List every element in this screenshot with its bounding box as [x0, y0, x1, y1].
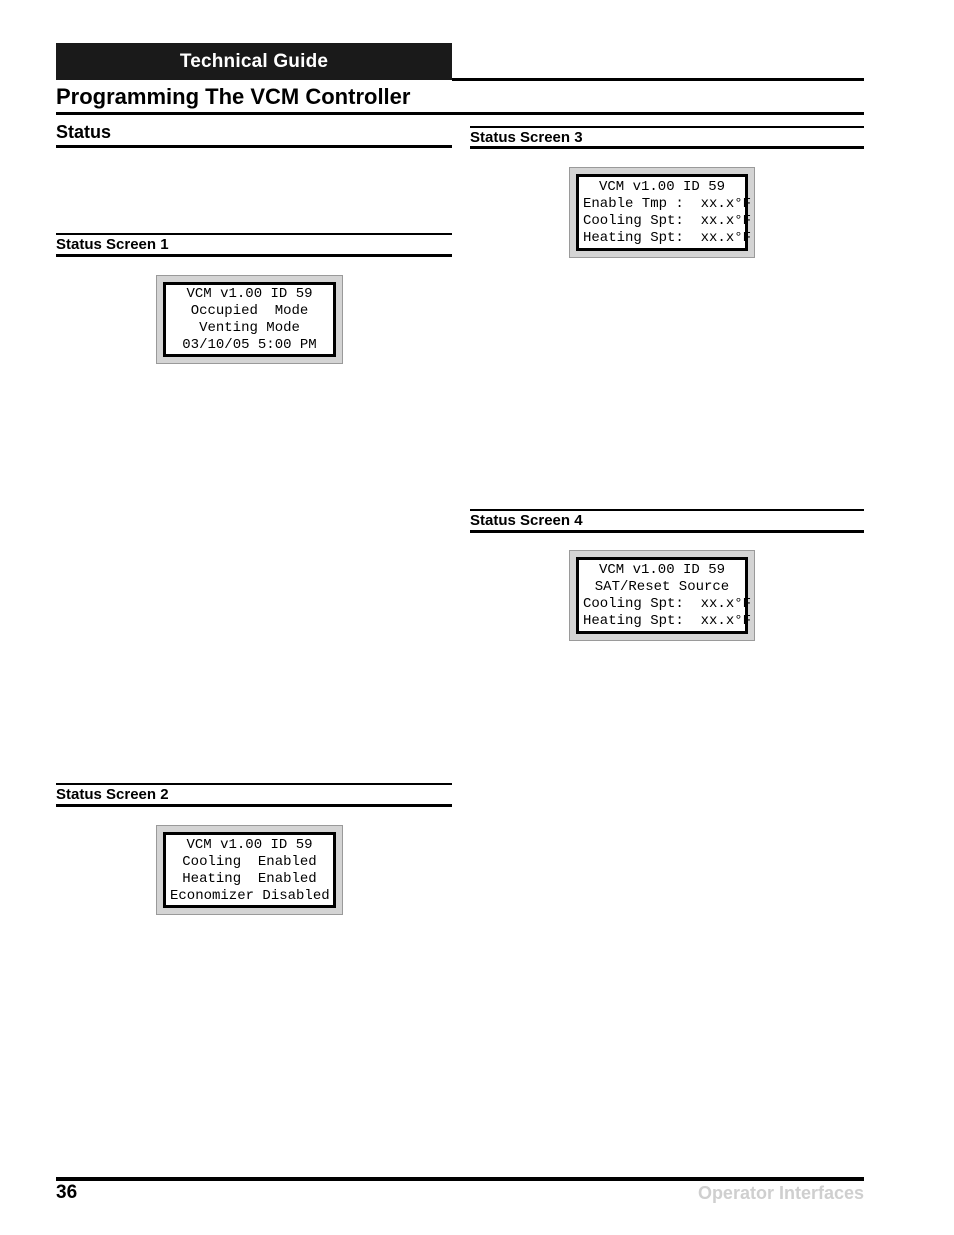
footer-rule — [56, 1177, 864, 1181]
screen2-line-2: Cooling Enabled — [182, 853, 317, 870]
screen4-line-2: SAT/Reset Source — [594, 578, 730, 595]
screen4-rule-bottom — [470, 530, 864, 533]
screen4-rule-top — [470, 509, 864, 511]
screen3-title: Status Screen 3 — [470, 129, 583, 146]
page-title: Programming The VCM Controller — [56, 84, 411, 109]
screen2-line-1: VCM v1.00 ID 59 — [186, 836, 313, 853]
screen2-rule-top — [56, 783, 452, 785]
section-heading: Status — [56, 122, 112, 142]
screen2-line-3: Heating Enabled — [182, 870, 317, 887]
screen3-line-2: Enable Tmp : xx.x°F — [583, 195, 752, 212]
screen1-rule-top — [56, 233, 452, 235]
screen1-line-4: 03/10/05 5:00 PM — [182, 336, 317, 353]
header-tab — [56, 43, 452, 80]
screen1-line-1: VCM v1.00 ID 59 — [186, 286, 313, 303]
screen1-lcd-display — [156, 275, 343, 364]
screen3-rule-bottom — [470, 146, 864, 149]
screen3-line-3: Cooling Spt: xx.x°F — [583, 213, 752, 230]
screen4-title: Status Screen 4 — [470, 512, 583, 529]
screen1-rule-bottom — [56, 254, 452, 257]
screen3-rule-top — [470, 126, 864, 128]
screen1-line-2: Occupied Mode — [190, 303, 309, 320]
screen2-title: Status Screen 2 — [56, 786, 169, 803]
page-title-rule — [56, 112, 864, 115]
screen2-lcd-display — [156, 825, 343, 915]
section-heading-rule — [56, 145, 452, 148]
screen2-line-4: Economizer Disabled — [170, 887, 330, 904]
screen1-title: Status Screen 1 — [56, 236, 169, 253]
page-number: 36 — [56, 1182, 78, 1203]
screen2-rule-bottom — [56, 804, 452, 807]
screen4-lcd-display — [569, 550, 755, 641]
screen4-line-3: Cooling Spt: xx.x°F — [583, 596, 752, 613]
screen4-line-1: VCM v1.00 ID 59 — [598, 561, 726, 578]
screen1-line-3: Venting Mode — [199, 319, 300, 336]
screen3-lcd-display — [569, 167, 755, 258]
header-tab-rule — [452, 78, 864, 81]
screen4-line-4: Heating Spt: xx.x°F — [583, 613, 752, 630]
screen3-line-4: Heating Spt: xx.x°F — [583, 230, 752, 247]
footer-section-label: Operator Interfaces — [697, 1183, 864, 1203]
header-tab-label: Technical Guide — [179, 50, 329, 72]
screen3-line-1: VCM v1.00 ID 59 — [598, 178, 726, 195]
